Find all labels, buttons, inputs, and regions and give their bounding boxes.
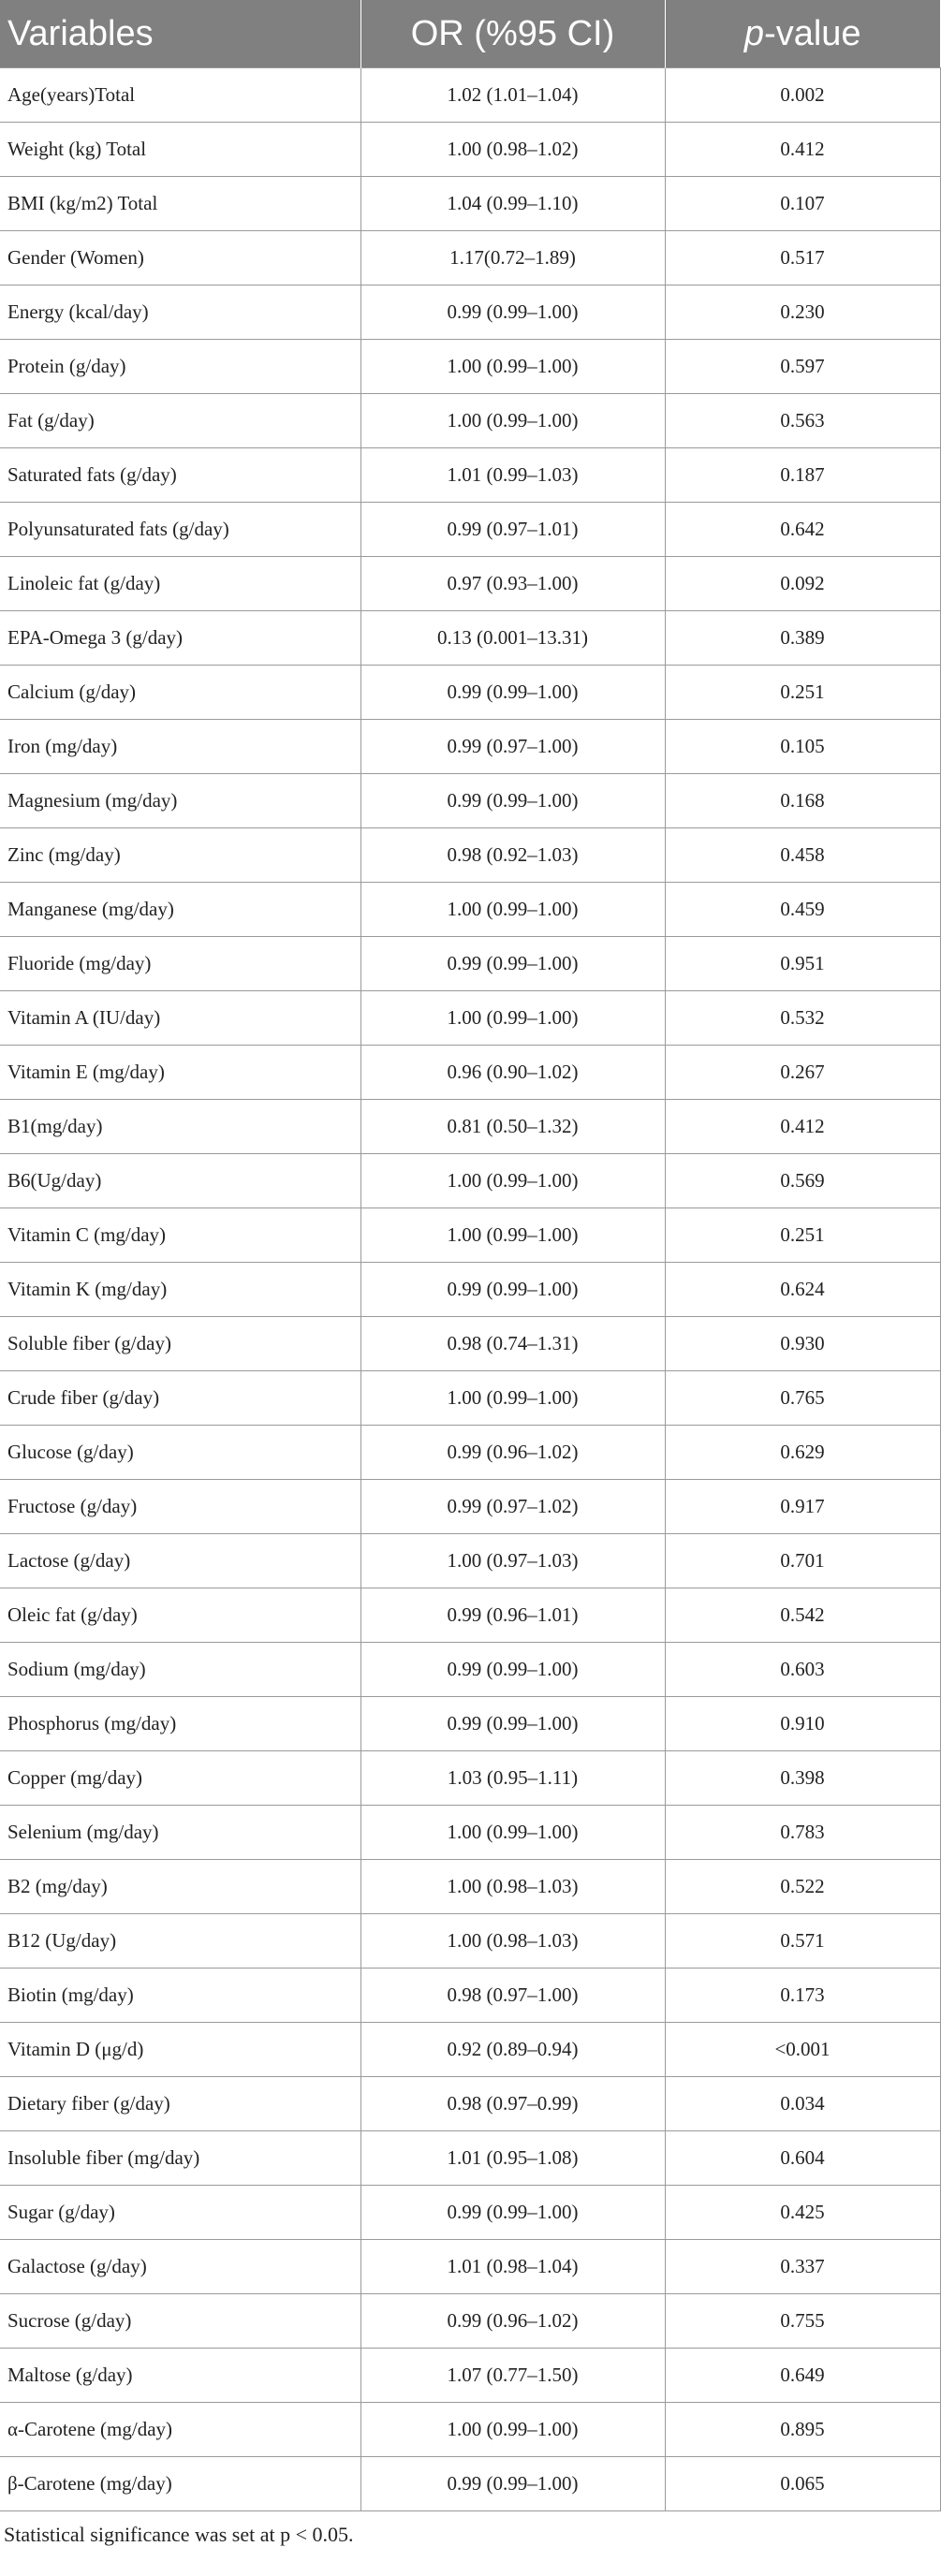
or-ci-cell: 0.99 (0.99–1.00) <box>360 1643 665 1697</box>
or-ci-cell: 1.00 (0.99–1.00) <box>360 394 665 448</box>
p-value-cell: <0.001 <box>665 2023 940 2077</box>
table-row <box>0 1914 940 1969</box>
or-ci-cell: 0.98 (0.92–1.03) <box>360 828 665 883</box>
or-ci-cell: 0.99 (0.97–1.01) <box>360 503 665 557</box>
variable-cell: Soluble fiber (g/day) <box>0 1317 360 1371</box>
table-row <box>0 1697 940 1751</box>
p-value-cell: 0.895 <box>665 2403 940 2457</box>
p-value-cell: 0.267 <box>665 1046 940 1100</box>
header-p-suffix: -value <box>764 13 861 53</box>
variable-cell: Phosphorus (mg/day) <box>0 1697 360 1751</box>
p-value-cell: 0.624 <box>665 1263 940 1317</box>
table-row <box>0 1751 940 1806</box>
or-ci-cell: 0.98 (0.97–1.00) <box>360 1969 665 2023</box>
table-row <box>0 1643 940 1697</box>
table-row <box>0 123 940 177</box>
table-row <box>0 448 940 503</box>
or-ci-cell: 0.99 (0.96–1.02) <box>360 2294 665 2349</box>
or-ci-cell: 0.98 (0.97–0.99) <box>360 2077 665 2131</box>
table-row <box>0 2186 940 2240</box>
table-row <box>0 2023 940 2077</box>
variable-cell: Glucose (g/day) <box>0 1426 360 1480</box>
table-row <box>0 991 940 1046</box>
table-row <box>0 883 940 937</box>
table-row <box>0 774 940 828</box>
table-row <box>0 231 940 285</box>
p-value-cell: 0.458 <box>665 828 940 883</box>
variable-cell: Lactose (g/day) <box>0 1534 360 1588</box>
variable-cell: Copper (mg/day) <box>0 1751 360 1806</box>
variable-cell: Selenium (mg/day) <box>0 1806 360 1860</box>
or-ci-cell: 1.00 (0.98–1.03) <box>360 1860 665 1914</box>
table-row <box>0 1263 940 1317</box>
table-row <box>0 1371 940 1426</box>
or-ci-cell: 0.99 (0.96–1.01) <box>360 1588 665 1643</box>
variable-cell: Vitamin A (IU/day) <box>0 991 360 1046</box>
variable-cell: α-Carotene (mg/day) <box>0 2403 360 2457</box>
table-footnote: Statistical significance was set at p < 0.05. <box>4 2523 354 2546</box>
variable-cell: Energy (kcal/day) <box>0 285 360 340</box>
table-row <box>0 1100 940 1154</box>
p-value-cell: 0.563 <box>665 394 940 448</box>
table-row <box>0 2294 940 2349</box>
variable-cell: β-Carotene (mg/day) <box>0 2457 360 2511</box>
variable-cell: Calcium (g/day) <box>0 666 360 720</box>
table-header <box>0 0 940 68</box>
or-ci-cell: 1.00 (0.99–1.00) <box>360 2403 665 2457</box>
header-variables: Variables <box>0 0 360 68</box>
or-ci-cell: 1.04 (0.99–1.10) <box>360 177 665 231</box>
variable-cell: Galactose (g/day) <box>0 2240 360 2294</box>
p-value-cell: 0.910 <box>665 1697 940 1751</box>
or-ci-cell: 0.99 (0.99–1.00) <box>360 2186 665 2240</box>
p-value-cell: 0.107 <box>665 177 940 231</box>
p-value-cell: 0.002 <box>665 68 940 123</box>
variable-cell: Polyunsaturated fats (g/day) <box>0 503 360 557</box>
p-value-cell: 0.951 <box>665 937 940 991</box>
or-ci-cell: 1.00 (0.99–1.00) <box>360 1371 665 1426</box>
variable-cell: Fructose (g/day) <box>0 1480 360 1534</box>
variable-cell: Vitamin K (mg/day) <box>0 1263 360 1317</box>
table-row <box>0 666 940 720</box>
or-ci-cell: 1.00 (0.98–1.03) <box>360 1914 665 1969</box>
p-value-cell: 0.571 <box>665 1914 940 1969</box>
variable-cell: Magnesium (mg/day) <box>0 774 360 828</box>
p-value-cell: 0.412 <box>665 1100 940 1154</box>
p-value-cell: 0.917 <box>665 1480 940 1534</box>
p-value-cell: 0.092 <box>665 557 940 611</box>
p-value-cell: 0.542 <box>665 1588 940 1643</box>
or-ci-cell: 1.17(0.72–1.89) <box>360 231 665 285</box>
or-ci-cell: 0.99 (0.99–1.00) <box>360 285 665 340</box>
or-ci-cell: 1.01 (0.99–1.03) <box>360 448 665 503</box>
p-value-cell: 0.425 <box>665 2186 940 2240</box>
p-value-cell: 0.034 <box>665 2077 940 2131</box>
table-row <box>0 2349 940 2403</box>
variable-cell: Dietary fiber (g/day) <box>0 2077 360 2131</box>
p-value-cell: 0.398 <box>665 1751 940 1806</box>
p-value-cell: 0.105 <box>665 720 940 774</box>
variable-cell: B1(mg/day) <box>0 1100 360 1154</box>
p-value-cell: 0.755 <box>665 2294 940 2349</box>
variable-cell: EPA-Omega 3 (g/day) <box>0 611 360 666</box>
header-or-ci: OR (%95 CI) <box>360 0 665 68</box>
table-row <box>0 1806 940 1860</box>
p-value-cell: 0.522 <box>665 1860 940 1914</box>
table-row <box>0 1534 940 1588</box>
variable-cell: Iron (mg/day) <box>0 720 360 774</box>
table-row <box>0 828 940 883</box>
p-value-cell: 0.337 <box>665 2240 940 2294</box>
table-row <box>0 1588 940 1643</box>
p-value-cell: 0.065 <box>665 2457 940 2511</box>
variable-cell: Vitamin D (μg/d) <box>0 2023 360 2077</box>
or-ci-cell: 1.00 (0.99–1.00) <box>360 883 665 937</box>
p-value-cell: 0.251 <box>665 666 940 720</box>
table-row <box>0 1046 940 1100</box>
p-value-cell: 0.603 <box>665 1643 940 1697</box>
or-ci-cell: 1.00 (0.99–1.00) <box>360 1806 665 1860</box>
p-value-cell: 0.412 <box>665 123 940 177</box>
or-ci-cell: 0.13 (0.001–13.31) <box>360 611 665 666</box>
or-ci-cell: 1.03 (0.95–1.11) <box>360 1751 665 1806</box>
or-ci-cell: 1.02 (1.01–1.04) <box>360 68 665 123</box>
p-value-cell: 0.251 <box>665 1208 940 1263</box>
or-ci-cell: 0.99 (0.99–1.00) <box>360 1263 665 1317</box>
or-ci-cell: 1.00 (0.99–1.00) <box>360 1154 665 1208</box>
p-value-cell: 0.642 <box>665 503 940 557</box>
variable-cell: Fat (g/day) <box>0 394 360 448</box>
or-ci-cell: 0.99 (0.96–1.02) <box>360 1426 665 1480</box>
table-row <box>0 394 940 448</box>
variable-cell: Vitamin E (mg/day) <box>0 1046 360 1100</box>
or-ci-cell: 0.99 (0.97–1.02) <box>360 1480 665 1534</box>
table-row <box>0 2077 940 2131</box>
table-row <box>0 720 940 774</box>
p-value-cell: 0.629 <box>665 1426 940 1480</box>
header-p-italic: p <box>743 13 765 53</box>
variable-cell: Sucrose (g/day) <box>0 2294 360 2349</box>
variable-cell: Vitamin C (mg/day) <box>0 1208 360 1263</box>
p-value-cell: 0.597 <box>665 340 940 394</box>
variable-cell: BMI (kg/m2) Total <box>0 177 360 231</box>
p-value-cell: 0.173 <box>665 1969 940 2023</box>
variable-cell: Weight (kg) Total <box>0 123 360 177</box>
p-value-cell: 0.701 <box>665 1534 940 1588</box>
variable-cell: Maltose (g/day) <box>0 2349 360 2403</box>
or-ci-cell: 1.01 (0.95–1.08) <box>360 2131 665 2186</box>
variable-cell: Insoluble fiber (mg/day) <box>0 2131 360 2186</box>
table-row <box>0 68 940 123</box>
or-ci-cell: 0.99 (0.99–1.00) <box>360 937 665 991</box>
table-row <box>0 2403 940 2457</box>
p-value-cell: 0.930 <box>665 1317 940 1371</box>
variable-cell: B12 (Ug/day) <box>0 1914 360 1969</box>
table-row <box>0 937 940 991</box>
or-ci-cell: 1.07 (0.77–1.50) <box>360 2349 665 2403</box>
p-value-cell: 0.459 <box>665 883 940 937</box>
variable-cell: Saturated fats (g/day) <box>0 448 360 503</box>
table-row <box>0 340 940 394</box>
p-value-cell: 0.187 <box>665 448 940 503</box>
or-ci-cell: 1.00 (0.97–1.03) <box>360 1534 665 1588</box>
variable-cell: Gender (Women) <box>0 231 360 285</box>
variable-cell: Crude fiber (g/day) <box>0 1371 360 1426</box>
or-ci-cell: 1.00 (0.98–1.02) <box>360 123 665 177</box>
table-row <box>0 2131 940 2186</box>
or-ci-cell: 1.00 (0.99–1.00) <box>360 1208 665 1263</box>
or-ci-cell: 1.01 (0.98–1.04) <box>360 2240 665 2294</box>
table-body <box>0 68 940 2511</box>
or-ci-cell: 0.99 (0.97–1.00) <box>360 720 665 774</box>
or-ci-cell: 1.00 (0.99–1.00) <box>360 991 665 1046</box>
variable-cell: B6(Ug/day) <box>0 1154 360 1208</box>
variable-cell: Protein (g/day) <box>0 340 360 394</box>
table-row <box>0 611 940 666</box>
p-value-cell: 0.649 <box>665 2349 940 2403</box>
p-value-cell: 0.604 <box>665 2131 940 2186</box>
table-row <box>0 2457 940 2511</box>
variable-cell: Age(years)Total <box>0 68 360 123</box>
or-ci-cell: 0.99 (0.99–1.00) <box>360 666 665 720</box>
table-row <box>0 1969 940 2023</box>
variable-cell: Manganese (mg/day) <box>0 883 360 937</box>
p-value-cell: 0.517 <box>665 231 940 285</box>
table-row <box>0 557 940 611</box>
p-value-cell: 0.532 <box>665 991 940 1046</box>
or-ci-cell: 0.92 (0.89–0.94) <box>360 2023 665 2077</box>
variable-cell: B2 (mg/day) <box>0 1860 360 1914</box>
variable-cell: Fluoride (mg/day) <box>0 937 360 991</box>
p-value-cell: 0.168 <box>665 774 940 828</box>
variable-cell: Biotin (mg/day) <box>0 1969 360 2023</box>
table-row <box>0 1860 940 1914</box>
variable-cell: Zinc (mg/day) <box>0 828 360 883</box>
table-row <box>0 177 940 231</box>
or-ci-cell: 0.99 (0.99–1.00) <box>360 1697 665 1751</box>
table-row <box>0 1480 940 1534</box>
variable-cell: Linoleic fat (g/day) <box>0 557 360 611</box>
p-value-cell: 0.783 <box>665 1806 940 1860</box>
table-row <box>0 503 940 557</box>
header-row <box>0 0 940 68</box>
or-ci-cell: 0.96 (0.90–1.02) <box>360 1046 665 1100</box>
or-ci-cell: 0.99 (0.99–1.00) <box>360 774 665 828</box>
p-value-cell: 0.569 <box>665 1154 940 1208</box>
or-ci-cell: 1.00 (0.99–1.00) <box>360 340 665 394</box>
variable-cell: Sodium (mg/day) <box>0 1643 360 1697</box>
table-row <box>0 1208 940 1263</box>
table-row <box>0 2240 940 2294</box>
table-row <box>0 285 940 340</box>
table-row <box>0 1426 940 1480</box>
p-value-cell: 0.389 <box>665 611 940 666</box>
table-row <box>0 1317 940 1371</box>
variable-cell: Oleic fat (g/day) <box>0 1588 360 1643</box>
variable-cell: Sugar (g/day) <box>0 2186 360 2240</box>
header-p-value <box>665 0 940 68</box>
or-ci-cell: 0.98 (0.74–1.31) <box>360 1317 665 1371</box>
table-row <box>0 1154 940 1208</box>
or-ci-cell: 0.99 (0.99–1.00) <box>360 2457 665 2511</box>
or-ci-cell: 0.81 (0.50–1.32) <box>360 1100 665 1154</box>
p-value-cell: 0.765 <box>665 1371 940 1426</box>
p-value-cell: 0.230 <box>665 285 940 340</box>
or-ci-cell: 0.97 (0.93–1.00) <box>360 557 665 611</box>
